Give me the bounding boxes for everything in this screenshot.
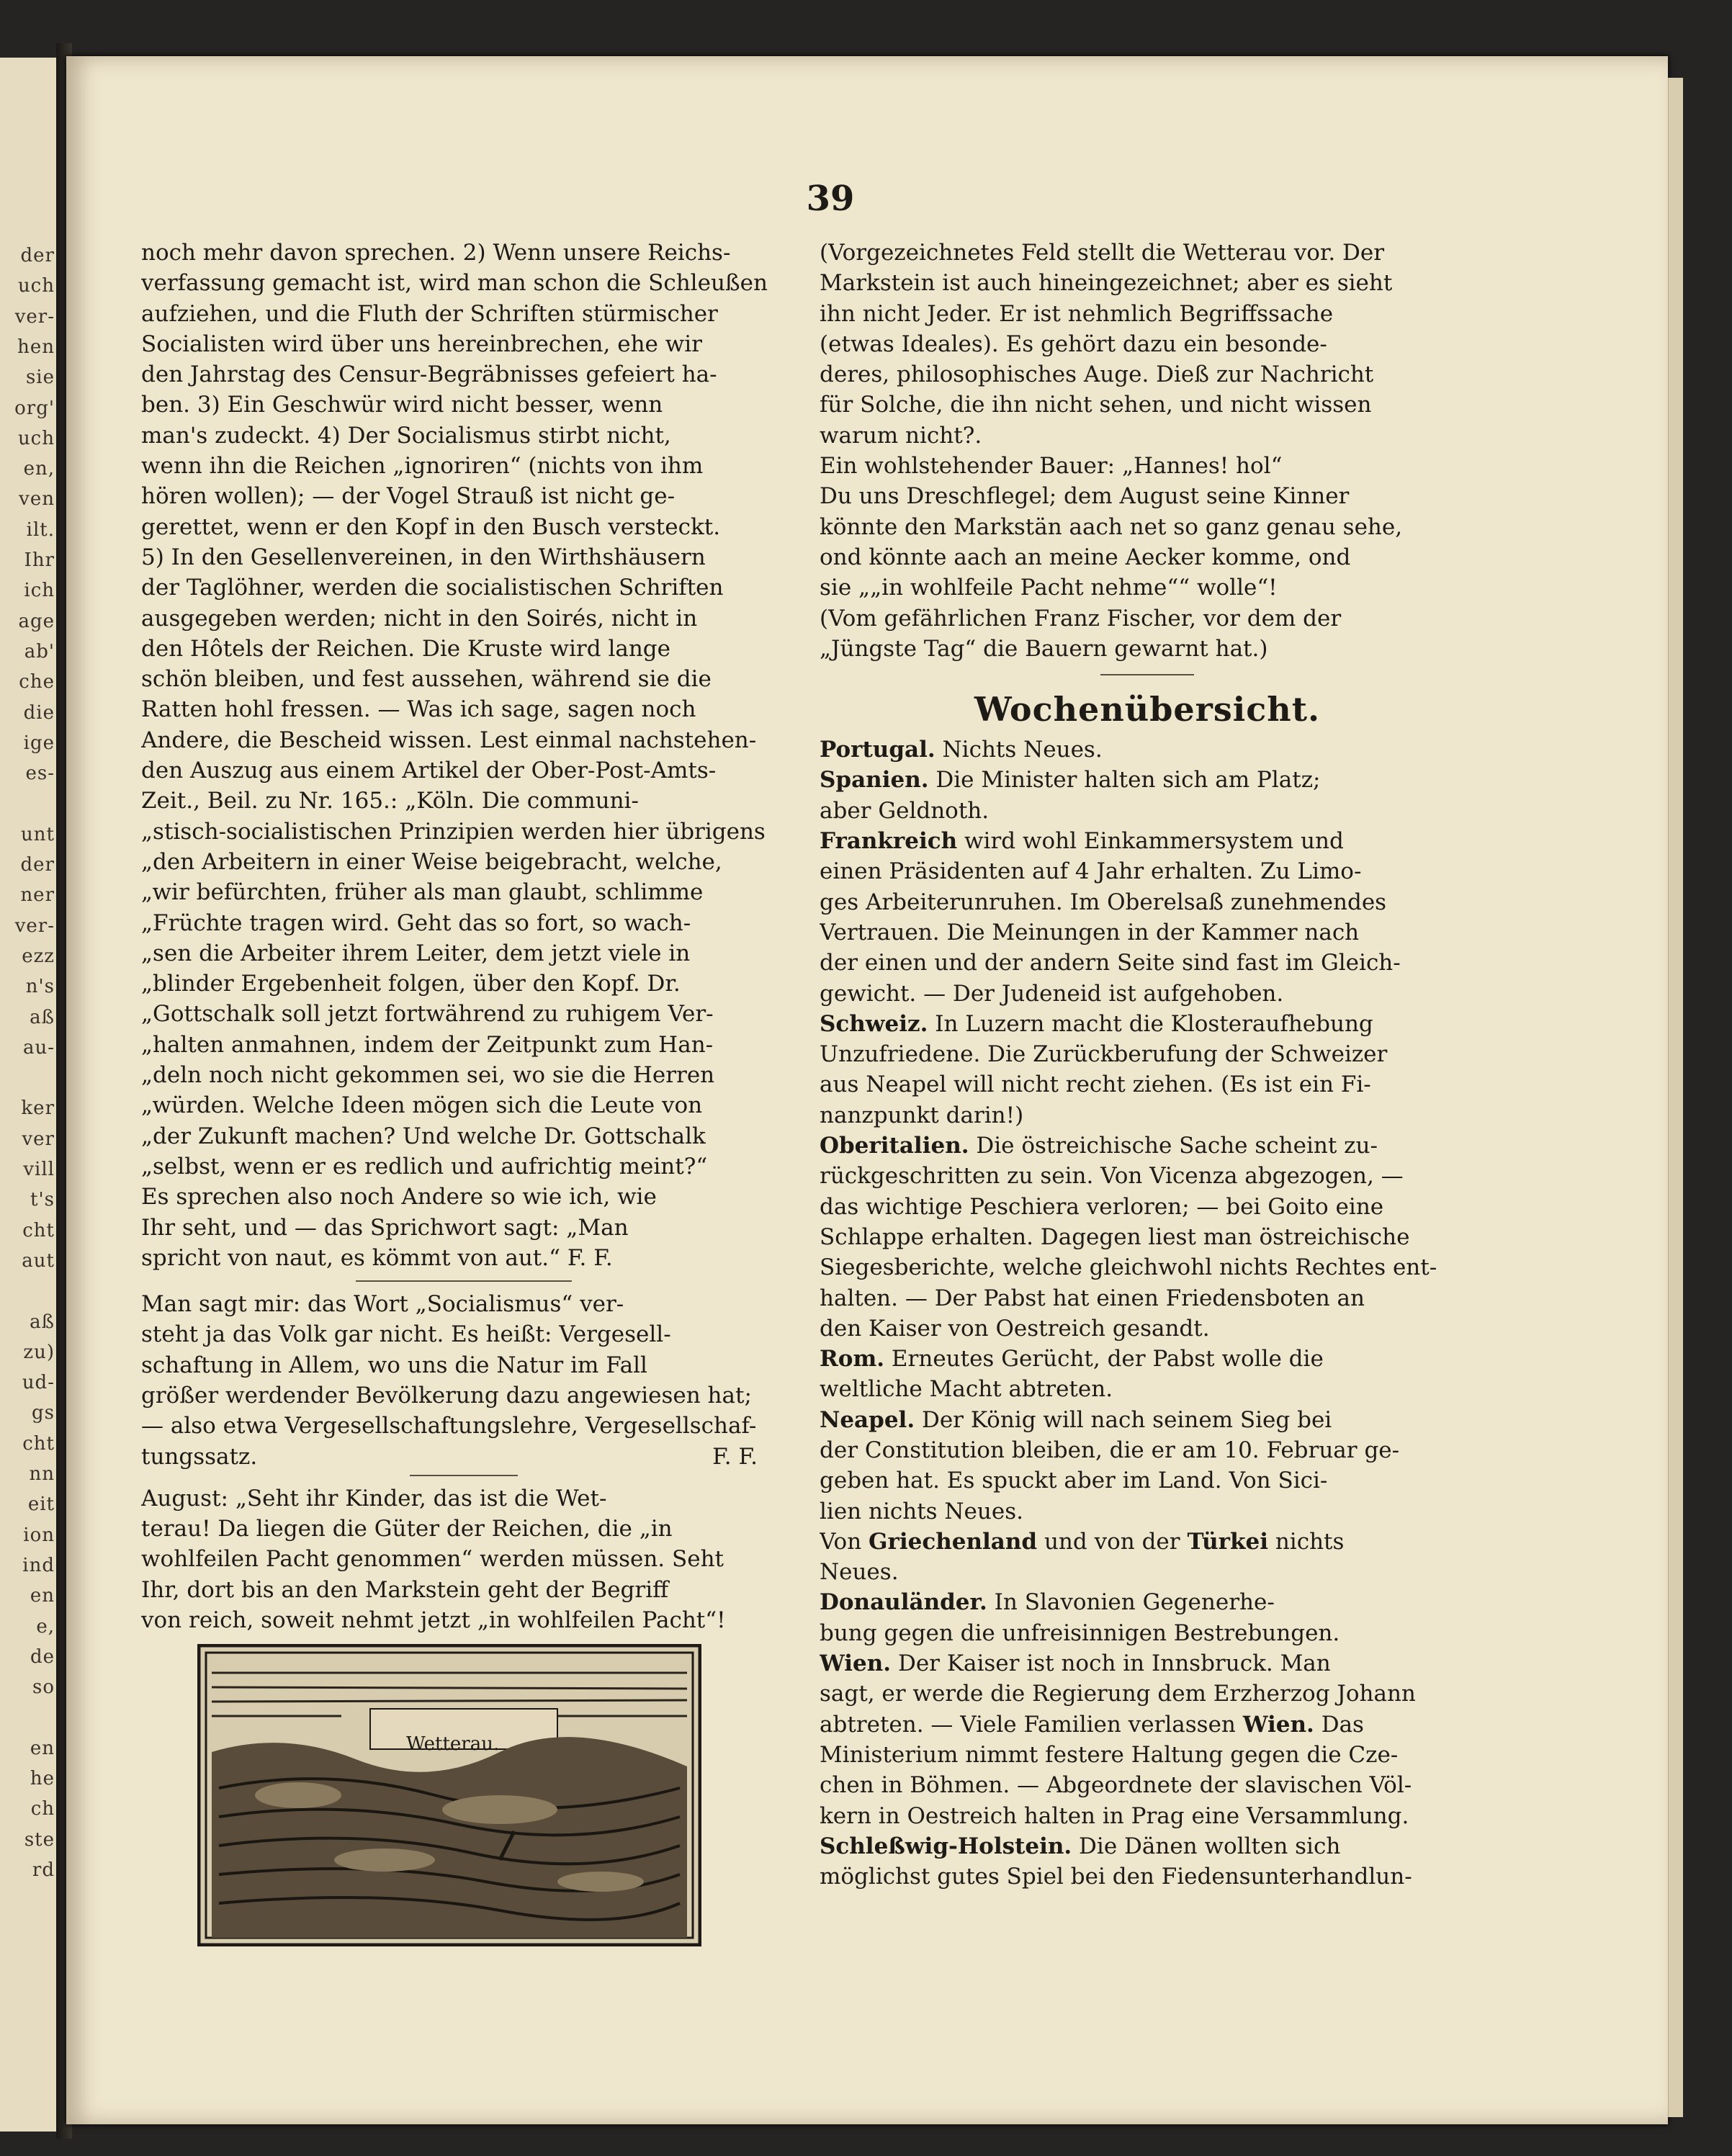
news-line: Frankreich wird wohl Einkammersystem und [820, 828, 1344, 855]
text-line: „deln noch nicht gekommen sei, wo sie die Herren [141, 1062, 715, 1089]
woodcut-label: Wetterau. [406, 1733, 500, 1756]
page-edge [1668, 78, 1683, 2117]
separator-rule [1100, 674, 1194, 675]
previous-page-fragment: ver- [14, 305, 55, 328]
text-line: den Auszug aus einem Artikel der Ober-Post-Amts- [141, 758, 717, 784]
text-line: Ratten hohl fressen. — Was ich sage, sagen noch [141, 696, 696, 723]
right-column [820, 238, 1475, 1892]
previous-page-fragment: vill [23, 1159, 55, 1180]
text-line: könnte den Markstän aach net so ganz genau sehe, [820, 513, 1403, 540]
text-line: Man sagt mir: das Wort „Socialismus“ ver- [141, 1291, 624, 1318]
previous-page-fragment: n's [25, 976, 55, 998]
text-line: den Jahrstag des Censur-Begräbnisses gefeiert ha- [141, 361, 717, 388]
text-line: Du uns Dreschflegel; dem August seine Kinner [820, 483, 1350, 510]
previous-page-fragment: gs [32, 1402, 55, 1424]
news-line: Ministerium nimmt festere Haltung gegen die Cze- [820, 1741, 1399, 1768]
previous-page-fragment: rd [32, 1859, 55, 1881]
text-line: sie „„in wohlfeile Pacht nehme““ wolle“! [820, 575, 1278, 601]
news-line: Schleßwig-Holstein. Die Dänen wollten sich [820, 1833, 1341, 1859]
news-line: weltliche Macht abtreten. [820, 1376, 1113, 1403]
text-line: (Vom gefährlichen Franz Fischer, vor dem der [820, 605, 1342, 632]
previous-page-fragment: so [32, 1676, 55, 1699]
previous-page-fragment: unt [21, 823, 55, 845]
text-line: Ihr, dort bis an den Markstein geht der Begriff [141, 1576, 669, 1603]
text-line: Ein wohlstehender Bauer: „Hannes! hol“ [820, 453, 1283, 480]
text-line: ihn nicht Jeder. Er ist nehmlich Begriffssache [820, 300, 1334, 327]
text-line: „Früchte tragen wird. Geht das so fort, so wach- [141, 909, 691, 936]
previous-page-fragment: ilt. [26, 518, 55, 541]
text-line: ben. 3) Ein Geschwür wird nicht besser, wenn [141, 392, 663, 418]
text-line: „den Arbeitern in einer Weise beigebracht, welche, [141, 848, 722, 875]
news-line: den Kaiser von Oestreich gesandt. [820, 1315, 1210, 1342]
text-line: ausgegeben werden; nicht in den Soirés, nicht in [141, 605, 698, 632]
text-line: spricht von naut, es kömmt von aut.“ F. F. [141, 1244, 613, 1271]
wetterau-woodcut [197, 1644, 701, 1946]
text-line: schön bleiben, und fest aussehen, während sie die [141, 666, 712, 693]
news-line: Schlappe erhalten. Dagegen liest man östreichische [820, 1223, 1410, 1250]
previous-page-fragment: ich [24, 580, 55, 602]
previous-page-fragment: nn [29, 1463, 55, 1485]
previous-page-fragment: ste [24, 1828, 55, 1851]
previous-page-fragment: zu) [23, 1341, 55, 1363]
text-line: von reich, soweit nehmt jetzt „in wohlfeilen Pacht“! [141, 1607, 726, 1634]
text-line: noch mehr davon sprechen. 2) Wenn unsere Reichs- [141, 240, 731, 266]
previous-page-fragment: der [20, 854, 55, 876]
previous-page-fragment: es- [25, 763, 55, 785]
text-line: „würden. Welche Ideen mögen sich die Leute von [141, 1092, 703, 1119]
news-line: Vertrauen. Die Meinungen in der Kammer nach [820, 919, 1360, 946]
text-line: Markstein ist auch hineingezeichnet; aber es sieht [820, 270, 1393, 297]
text-line: „halten anmahnen, indem der Zeitpunkt zum Han- [141, 1031, 714, 1058]
text-line: Andere, die Bescheid wissen. Lest einmal nachstehen- [141, 727, 757, 753]
text-line: Socialisten wird über uns hereinbrechen, ehe wir [141, 331, 702, 357]
text-line: „der Zukunft machen? Und welche Dr. Gottschalk [141, 1123, 706, 1149]
previous-page-sliver [0, 58, 58, 2132]
text-line: — also etwa Vergesellschaftungslehre, Vergesellschaf- [141, 1413, 757, 1439]
text-line: „Jüngste Tag“ die Bauern gewarnt hat.) [820, 635, 1268, 662]
previous-page-fragment: aut [22, 1249, 55, 1272]
previous-page-fragment: aß [30, 1311, 55, 1333]
news-line: chen in Böhmen. — Abgeordnete der slavischen Völ- [820, 1772, 1412, 1799]
text-line: hören wollen); — der Vogel Strauß ist nicht ge- [141, 483, 676, 510]
previous-page-fragment: ner [20, 884, 55, 907]
news-line: das wichtige Peschiera verloren; — bei Goito eine [820, 1193, 1384, 1220]
previous-page-fragment: ch [30, 1798, 55, 1820]
news-line: einen Präsidenten auf 4 Jahr erhalten. Zu Limo- [820, 858, 1362, 885]
text-line: Es sprechen also noch Andere so wie ich, wie [141, 1184, 657, 1210]
text-line: (Vorgezeichnetes Feld stellt die Wetterau vor. Der [820, 240, 1385, 266]
text-line: verfassung gemacht ist, wird man schon die Schleußen [141, 270, 768, 297]
previous-page-fragment: uch [17, 427, 55, 449]
woodcut-illustration [197, 1644, 701, 1946]
news-line: ges Arbeiterunruhen. Im Oberelsaß zunehmendes [820, 889, 1387, 915]
previous-page-fragment: ven [19, 488, 55, 511]
text-line: warum nicht?. [820, 422, 982, 449]
previous-page-fragment: der [20, 245, 55, 266]
previous-page-fragment: ver- [14, 915, 55, 937]
text-line: „wir befürchten, früher als man glaubt, schlimme [141, 879, 704, 906]
previous-page-fragment: ab' [24, 640, 55, 662]
previous-page-fragment: ige [23, 732, 55, 754]
text-line: ond könnte aach an meine Aecker komme, ond [820, 544, 1351, 570]
text-line: für Solche, die ihn nicht sehen, und nicht wissen [820, 392, 1372, 418]
page-number: 39 [806, 179, 855, 219]
text-line: größer werdender Bevölkerung dazu angewiesen hat; [141, 1382, 752, 1409]
left-column-paragraph-3 [141, 1483, 786, 1635]
right-column-intro [820, 238, 1475, 664]
text-line: (etwas Ideales). Es gehört dazu ein besonde- [820, 331, 1327, 357]
news-line: abtreten. — Viele Familien verlassen Wien. Das [820, 1711, 1364, 1738]
news-line: Rom. Erneutes Gerücht, der Pabst wolle die [820, 1346, 1324, 1373]
previous-page-fragment: ezz [22, 945, 55, 967]
text-line: aufziehen, und die Fluth der Schriften stürmischer [141, 300, 718, 327]
previous-page-fragment: he [30, 1768, 55, 1789]
news-line: der Constitution bleiben, die er am 10. Februar ge- [820, 1437, 1400, 1463]
separator-rule [410, 1475, 518, 1476]
previous-page-fragment: en [30, 1585, 55, 1607]
text-line: schaftung in Allem, wo uns die Natur im Fall [141, 1352, 647, 1378]
previous-page-fragment: en [30, 1737, 55, 1759]
previous-page-fragment: sie [25, 367, 55, 389]
left-column [141, 238, 786, 1946]
text-line: „blinder Ergebenheit folgen, über den Kopf. Dr. [141, 971, 681, 997]
news-line: gewicht. — Der Judeneid ist aufgehoben. [820, 980, 1284, 1007]
news-line: geben hat. Es spuckt aber im Land. Von Sici- [820, 1468, 1328, 1494]
news-line: Spanien. Die Minister halten sich am Platz; [820, 767, 1321, 794]
previous-page-fragment: aß [30, 1006, 55, 1028]
previous-page-fragment: cht [22, 1432, 55, 1455]
signature: F. F. [712, 1443, 758, 1470]
previous-page-fragment: die [23, 701, 55, 724]
previous-page-fragment: en, [23, 458, 55, 480]
previous-page-fragment: Ihr [24, 549, 55, 571]
previous-page-fragment: e, [36, 1615, 55, 1638]
previous-page-fragment: ver [22, 1128, 55, 1150]
news-line: nanzpunkt darin!) [820, 1102, 1024, 1128]
news-line: aus Neapel will nicht recht ziehen. (Es ist ein Fi- [820, 1072, 1371, 1098]
news-line: rückgeschritten zu sein. Von Vicenza abgezogen, — [820, 1163, 1404, 1190]
news-line: Neues. [820, 1559, 899, 1586]
news-line: Oberitalien. Die östreichische Sache scheint zu- [820, 1133, 1378, 1159]
news-line: lien nichts Neues. [820, 1498, 1023, 1524]
text-line: wenn ihn die Reichen „ignoriren“ (nichts von ihm [141, 453, 704, 480]
previous-page-fragment: t's [30, 1189, 55, 1211]
left-column-paragraph-1 [141, 238, 786, 1273]
text-line: terau! Da liegen die Güter der Reichen, die „in [141, 1516, 673, 1542]
previous-page-fragment: uch [17, 275, 55, 297]
news-line: Unzufriedene. Die Zurückberufung der Schweizer [820, 1041, 1388, 1068]
text-line: gerettet, wenn er den Kopf in den Busch versteckt. [141, 513, 721, 540]
text-line: „selbst, wenn er es redlich und aufrichtig meint?“ [141, 1153, 708, 1180]
text-line: August: „Seht ihr Kinder, das ist die Wet- [141, 1485, 607, 1512]
news-line: möglichst gutes Spiel bei den Fiedensunterhandlun- [820, 1864, 1412, 1890]
news-line: Neapel. Der König will nach seinem Sieg bei [820, 1406, 1332, 1433]
text-line: wohlfeilen Pacht genommen“ werden müssen. Seht [141, 1546, 724, 1573]
section-title: Wochenübersicht. [974, 690, 1320, 729]
previous-page-fragment: de [30, 1645, 55, 1668]
previous-page-fragment: eit [27, 1494, 55, 1516]
previous-page-fragment: org' [14, 397, 55, 419]
news-line: bung gegen die unfreisinnigen Bestrebungen. [820, 1620, 1340, 1646]
previous-page-fragment: au- [22, 1036, 55, 1059]
text-line: „Gottschalk soll jetzt fortwährend zu ruhigem Ver- [141, 1001, 714, 1028]
news-line: kern in Oestreich halten in Prag eine Versammlung. [820, 1802, 1409, 1829]
news-line: Portugal. Nichts Neues. [820, 737, 1103, 763]
previous-page-fragment: ud- [22, 1372, 55, 1394]
text-line: „stisch-socialistischen Prinzipien werden hier übrigens [141, 818, 766, 845]
text-line: 5) In den Gesellenvereinen, in den Wirthshäusern [141, 544, 706, 570]
text-line: den Hôtels der Reichen. Die Kruste wird lange [141, 635, 670, 662]
previous-page-fragment: ind [22, 1554, 55, 1576]
separator-rule [356, 1280, 572, 1282]
text-line: Zeit., Beil. zu Nr. 165.: „Köln. Die communi- [141, 788, 639, 814]
news-line: sagt, er werde die Regierung dem Erzherzog Johann [820, 1681, 1416, 1707]
previous-page-fragment: age [18, 610, 55, 632]
news-line: Donauländer. In Slavonien Gegenerhe- [820, 1589, 1275, 1616]
news-line: aber Geldnoth. [820, 797, 990, 824]
text-line: Ihr seht, und — das Sprichwort sagt: „Man [141, 1214, 629, 1241]
text-line: „sen die Arbeiter ihrem Leiter, dem jetzt viele in [141, 940, 691, 966]
text-line: deres, philosophisches Auge. Dieß zur Nachricht [820, 361, 1374, 388]
news-line: halten. — Der Pabst hat einen Friedensboten an [820, 1285, 1365, 1311]
previous-page-fragment: cht [22, 1219, 55, 1241]
previous-page-fragment: ion [23, 1524, 55, 1546]
text-line: man's zudeckt. 4) Der Socialismus stirbt nicht, [141, 422, 671, 449]
news-line: Wien. Der Kaiser ist noch in Innsbruck. Man [820, 1650, 1331, 1677]
news-line: Siegesberichte, welche gleichwohl nichts Rechtes ent- [820, 1254, 1437, 1281]
previous-page-fragment: ker [21, 1097, 55, 1120]
weekly-news-list [820, 735, 1475, 1892]
news-line: Von Griechenland und von der Türkei nichts [820, 1528, 1345, 1555]
news-line: Schweiz. In Luzern macht die Klosteraufhebung [820, 1010, 1373, 1037]
previous-page-fragment: che [19, 671, 55, 693]
text-line: steht ja das Volk gar nicht. Es heißt: Vergesell- [141, 1321, 671, 1348]
news-line: der einen und der andern Seite sind fast im Gleich- [820, 950, 1401, 976]
text-line: der Taglöhner, werden die socialistischen Schriften [141, 575, 724, 601]
text-line: tungssatz. [141, 1443, 258, 1470]
previous-page-fragment: hen [17, 336, 55, 358]
